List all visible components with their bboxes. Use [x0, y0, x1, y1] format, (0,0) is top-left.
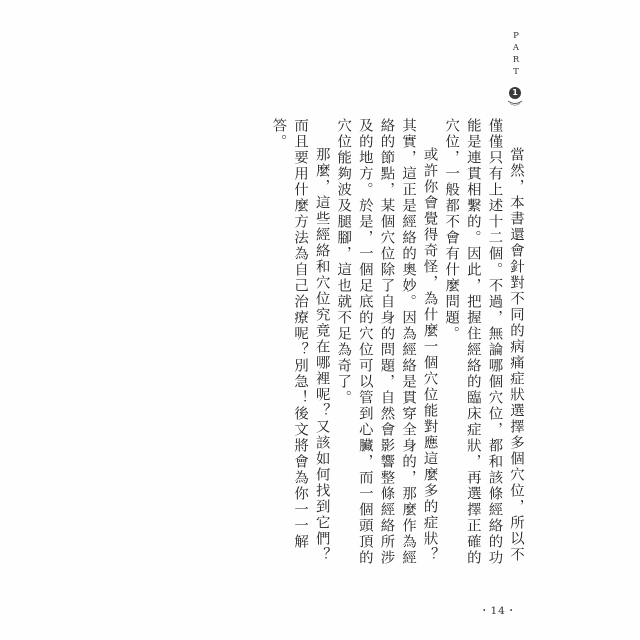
- paragraph-2: 或許你會覺得奇怪，為什麼一個穴位能對應這麼多的症狀？其實，這正是經絡的奧妙。因為經絡是貫穿全身的，那麼作為經絡的節點，某個穴位除了自身的問題，自然會影響整條經絡所涉及的地方。於是，一個足底的穴位可以管到心臟，而一個頭頂的穴位能夠波及腿腳，這也就不足為奇了。: [335, 118, 438, 566]
- part-letter: A: [512, 43, 520, 53]
- part-letter: P: [513, 31, 519, 41]
- body-text: [267, 118, 526, 578]
- paragraph-1: 當然，本書還會針對不同的病痛症狀選擇多個穴位，所以不僅僅只有上述十二個。不過，無論哪個穴位，都和該條經絡的功能是連貫相繫的。因此，把握住經絡的臨床症狀，再選擇正確的穴位，一般都不會有什麼問題。: [443, 118, 524, 566]
- part-letter: R: [512, 55, 520, 65]
- part-number-badge: [504, 84, 528, 108]
- part-number: 1: [509, 87, 521, 99]
- part-letter: T: [513, 67, 519, 77]
- page-number: ・14・: [479, 605, 518, 617]
- paragraph-3: 那麼，這些經絡和穴位究竟在哪裡呢？又該如何找到它們？而且要用什麼方法為自己治療呢？別急！後文將會為你一一解答。: [270, 118, 330, 563]
- part-label: [509, 30, 523, 78]
